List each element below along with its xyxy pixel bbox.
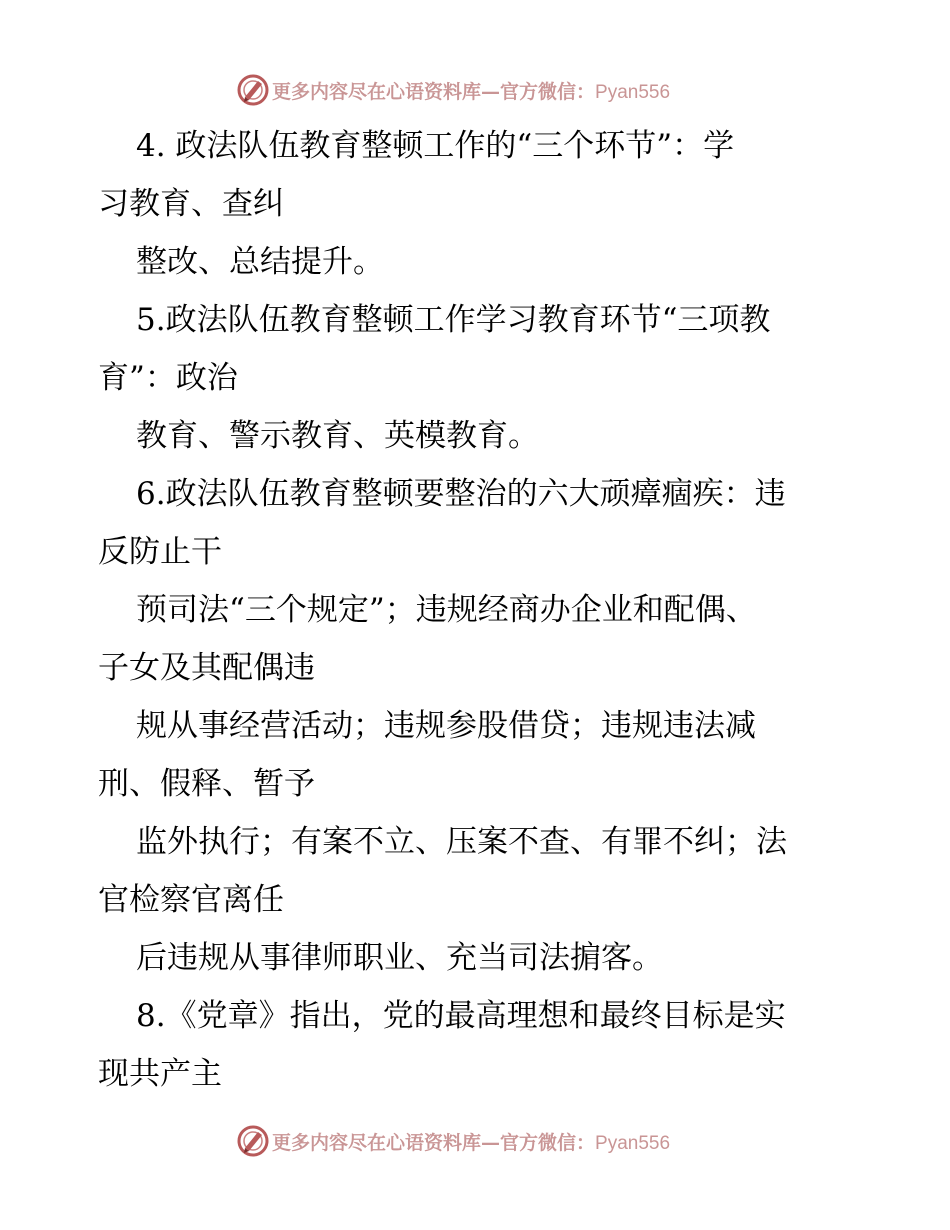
watermark-wechat-id: Pyan556 — [595, 81, 671, 103]
text-line: 整改、总结提升。 — [136, 244, 384, 280]
text-line: 官检察官离任 — [98, 882, 284, 918]
watermark-text: 更多内容尽在心语资料库—官方微信： — [272, 80, 596, 103]
pen-circle-logo-icon — [236, 73, 270, 107]
text-line: 5.政法队伍教育整顿工作学习教育环节“三项教 — [136, 302, 771, 338]
text-line: 规从事经营活动；违规参股借贷；违规违法减 — [136, 708, 756, 744]
text-line: 监外执行；有案不立、压案不查、有罪不纠；法 — [136, 824, 787, 860]
watermark-text: 更多内容尽在心语资料库—官方微信： — [272, 1131, 596, 1154]
text-line: 育”：政治 — [98, 360, 238, 396]
text-line: 现共产主 — [98, 1056, 222, 1092]
text-line: 刑、假释、暂予 — [98, 766, 315, 802]
pen-circle-logo-icon — [236, 1124, 270, 1158]
text-line: 教育、警示教育、英模教育。 — [136, 418, 539, 454]
text-line: 6.政法队伍教育整顿要整治的六大顽瘴痼疾：违 — [136, 476, 786, 512]
text-line: 8.《党章》指出，党的最高理想和最终目标是实 — [136, 998, 786, 1034]
text-line: 反防止干 — [98, 534, 222, 570]
footer-watermark — [236, 1124, 670, 1158]
text-line: 预司法“三个规定”；违规经商办企业和配偶、 — [136, 592, 757, 628]
watermark-wechat-id: Pyan556 — [595, 1132, 671, 1154]
text-line: 习教育、查纠 — [98, 186, 284, 222]
text-line: 4. 政法队伍教育整顿工作的“三个环节”：学 — [136, 128, 735, 164]
text-line: 后违规从事律师职业、充当司法掮客。 — [136, 940, 663, 976]
header-watermark — [236, 73, 670, 107]
text-line: 子女及其配偶违 — [98, 650, 315, 686]
